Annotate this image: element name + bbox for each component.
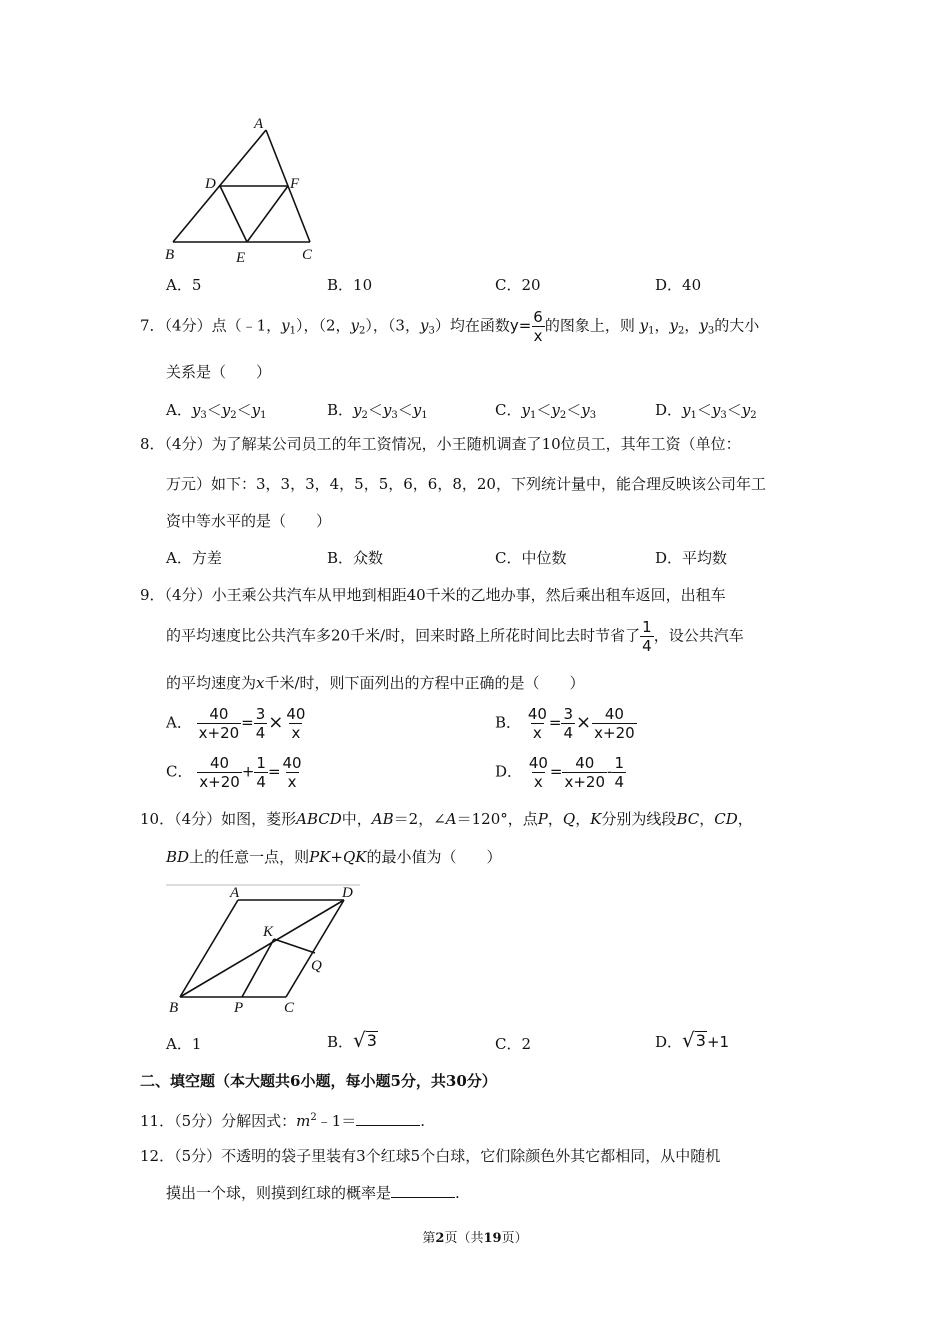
label-a: A: [230, 885, 240, 901]
q9-option-d[interactable]: D． $\frac{40}{x}$ = $\frac{40}{x+20}$ - $\frac{1}{4}$: [495, 754, 624, 791]
q8-option-b[interactable]: B．众数: [327, 549, 384, 567]
side-cd: [286, 900, 344, 997]
q6-option-d[interactable]: D．40: [655, 276, 702, 294]
answer-blank[interactable]: [356, 1111, 420, 1126]
q7-option-d[interactable]: D．$y_1<y_3<y_2$: [655, 401, 757, 421]
q8-line2: 万元）如下：3，3，3，4，5，5，6，6，8，20，下列统计量中，能合理反映该公司年工: [166, 475, 766, 493]
q12-line2: 摸出一个球，则摸到红球的概率是 .: [166, 1184, 460, 1202]
q8-line3: 资中等水平的是（ ）: [166, 512, 332, 530]
section-heading-fill-in: 二、填空题（本大题共6小题，每小题5分，共30分）: [140, 1072, 497, 1090]
q8-option-c[interactable]: C．中位数: [495, 549, 567, 567]
label-f: F: [290, 176, 300, 192]
label-b: B: [169, 1000, 179, 1016]
triangle-figure: [160, 112, 330, 268]
q9-line3: 的平均速度为x千米/时，则下面列出的方程中正确的是（ ）: [166, 674, 585, 692]
side-ab: [180, 900, 238, 997]
sqrt-symbol: √ 3: [682, 1028, 706, 1052]
q7-line1: 7．（4分）点（﹣1，$y_1$），（2，$y_2$），（3，$y_3$）均在函数y= $\frac{6}{x}$ 的图象上，则 $y_1$，$y_2$，$y_3$的大小: [140, 308, 760, 345]
label-d: D: [205, 176, 216, 192]
q8-option-d[interactable]: D．平均数: [655, 549, 728, 567]
answer-blank[interactable]: [391, 1183, 455, 1198]
q9-option-a[interactable]: A． $\frac{40}{x+20}$ = $\frac{3}{4}$ × $\frac{40}{x}$: [166, 705, 306, 742]
label-e: E: [236, 250, 246, 266]
label-q: Q: [311, 958, 322, 974]
q9-fraction: $\frac{1}{4}$: [642, 618, 652, 655]
sqrt-symbol: √ 3: [353, 1028, 377, 1052]
label-c: C: [284, 1000, 295, 1016]
q6-option-a[interactable]: A．5: [166, 276, 202, 294]
segment-pk: [242, 939, 274, 997]
page-footer: 第2页（共19页）: [422, 1231, 528, 1246]
label-p: P: [234, 1000, 244, 1016]
q9-option-b[interactable]: B． $\frac{40}{x}$ = $\frac{3}{4}$ × $\frac{40}{x+20}$: [495, 705, 635, 742]
label-k: K: [263, 924, 274, 940]
segment-de: [220, 186, 247, 242]
q10-option-c[interactable]: C．2: [495, 1035, 532, 1053]
diagonal-bd: [180, 900, 344, 997]
q8-option-a[interactable]: A．方差: [166, 549, 222, 567]
q10-option-b[interactable]: B． √ 3: [327, 1028, 377, 1052]
segment-fe: [247, 186, 288, 242]
q11: 11．（5分）分解因式：$m^2﹣1=$ .: [140, 1112, 426, 1130]
q10-option-d[interactable]: D． √ 3 +1: [655, 1028, 730, 1052]
q9-option-c[interactable]: C． $\frac{40}{x+20}$ + $\frac{1}{4}$ = $\frac{40}{x}$: [166, 754, 302, 791]
label-b: B: [165, 247, 175, 263]
q12-line1: 12．（5分）不透明的袋子里装有3个红球5个白球，它们除颜色外其它都相同，从中随机: [140, 1147, 721, 1165]
q8-line1: 8．（4分）为了解某公司员工的年工资情况，小王随机调查了10位员工，其年工资（单位：: [140, 435, 741, 453]
label-a: A: [254, 116, 264, 132]
q7-option-b[interactable]: B．$y_2<y_3<y_1$: [327, 401, 428, 421]
q7-option-c[interactable]: C．$y_1<y_2<y_3$: [495, 401, 597, 421]
q9-line2: 的平均速度比公共汽车多20千米/时，回来时路上所花时间比去时节省了 $\frac{1}{4}$ ，设公共汽车: [166, 618, 744, 655]
q7-option-a[interactable]: A．$y_3<y_2<y_1$: [166, 401, 267, 421]
q10-line2: BD上的任意一点，则PK+QK的最小值为（ ）: [166, 848, 502, 866]
rhombus-figure: [160, 880, 370, 1020]
segment-kq: [274, 939, 315, 953]
label-d: D: [342, 885, 353, 901]
q7-function-fraction: $\frac{6}{x}$: [533, 308, 543, 345]
q7-line2: 关系是（ ）: [166, 363, 272, 381]
q10-line1: 10．（4分）如图，菱形ABCD中，AB＝2，∠A＝120°，点P，Q，K分别为线段BC，CD，: [140, 810, 753, 828]
label-c: C: [302, 247, 313, 263]
q9-line1: 9．（4分）小王乘公共汽车从甲地到相距40千米的乙地办事，然后乘出租车返回，出租车: [140, 586, 726, 604]
q6-option-c[interactable]: C．20: [495, 276, 541, 294]
q10-option-a[interactable]: A．1: [166, 1035, 202, 1053]
q6-option-b[interactable]: B．10: [327, 276, 373, 294]
